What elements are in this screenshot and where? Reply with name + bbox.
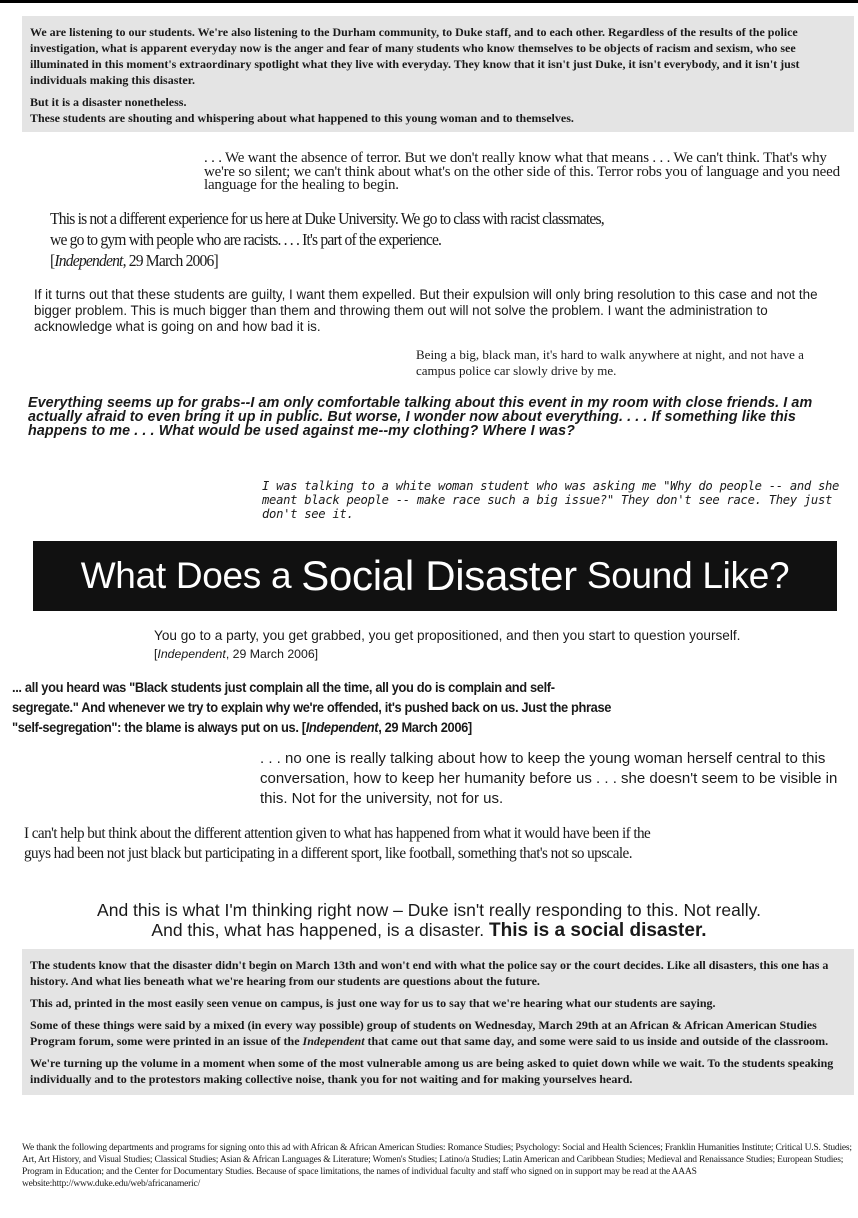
bottom-box: [22, 949, 854, 1095]
bottom-source: Independent: [302, 1034, 365, 1048]
closing-line: And this is what I'm thinking right now – Duke isn't really responding to this. Not really.: [97, 900, 761, 920]
intro-paragraph: We are listening to our students. We're also listening to the Durham community, to Duke staff, and to each other. Regardless of the results of the police investigation, what is apparent everyday now is the anger and fear of many students who know themselves to be objects of racism and sexism, who see illuminated in this moment's extraordinary spotlight what they live with everyday. They know that it isn't just Duke, it isn't everybody, and it isn't just individuals making this disaster.: [30, 25, 800, 87]
quote-racist-classmates: [50, 208, 676, 271]
quote-citation: [Independent, 29 March 2006]: [154, 647, 319, 661]
headline-part: What Does a: [80, 555, 292, 596]
headline-banner: [33, 541, 837, 611]
quote-police-car: Being a big, black man, it's hard to walk anywhere at night, and not have a campus police car slowly drive by me.: [416, 347, 804, 378]
bottom-paragraph: The students know that the disaster didn't begin on March 13th and won't end with what the police say or the court decides. Like all disasters, this one has a history. And what lies beneath what we're hearing from our students are questions about the future.: [30, 958, 829, 988]
citation-date: , 29 March 2006]: [225, 647, 319, 661]
closing-statement: [0, 900, 858, 941]
bottom-text: Some of these things were said by a mixed (in every way possible) group of students on Wednesday, March 29th at an African & African American Studies Program forum, some were printed in an issue of the: [30, 1018, 817, 1048]
bottom-paragraph: [30, 1017, 846, 1049]
headline-part: Social Disaster: [301, 552, 577, 599]
quote-terror: . . . We want the absence of terror. But we don't really know what that means . . . We can't think. That's why we're so silent; we can't think about what's on the other side of this. Terror robs you of language and you need language for the healing to begin.: [204, 150, 840, 193]
top-rule: [0, 0, 858, 3]
bottom-paragraph: This ad, printed in the most easily seen venue on campus, is just one way for us to say that we're hearing what our students are saying.: [30, 996, 716, 1010]
citation-date: , 29 March 2006]: [122, 251, 218, 270]
citation-date: , 29 March 2006]: [378, 719, 472, 735]
quote-young-woman: . . . no one is really talking about how to keep the young woman herself central to this conversation, how to keep her humanity before us . . . she doesn't seem to be visible in this. Not for the university, not for us.: [260, 750, 838, 807]
headline-part: Sound Like?: [586, 555, 790, 596]
closing-line: [0, 920, 858, 941]
intro-paragraph: But it is a disaster nonetheless.: [30, 95, 187, 109]
quote-citation: [Independent, 29 March 2006]: [50, 251, 218, 270]
citation-source: Independent: [54, 251, 123, 270]
closing-emphasis: This is a social disaster.: [489, 920, 707, 941]
intro-box: [22, 16, 854, 132]
bottom-text: that came out that same day, and some were said to us inside and outside of the classroom.: [367, 1034, 829, 1048]
quote-expelled: If it turns out that these students are guilty, I want them expelled. But their expulsion will only bring resolution to this case and not the bigger problem. This is much bigger than them and throwing them out will not solve the problem. I want the administration to acknowledge what is going on and how bad it is.: [34, 287, 818, 334]
quote-line: we go to gym with people who are racists. . . . It's part of the experience.: [50, 230, 442, 249]
quote-up-for-grabs: Everything seems up for grabs--I am only comfortable talking about this event in my room with close friends. I am actually afraid to even bring it up in public. But worse, I wonder now about everything. . . . If something like this happens to me . . . What would be used against me--my clothing? Where I was?: [28, 395, 813, 439]
quote-white-woman: I was talking to a white woman student who was asking me "Why do people -- and she meant black people -- make race such a big issue?" They don't see race. They just don't see it.: [262, 479, 840, 521]
closing-text: And this, what has happened, is a disaster.: [151, 920, 485, 940]
intro-paragraph: These students are shouting and whispering about what happened to this young woman and to themselves.: [30, 111, 574, 125]
bottom-paragraph: We're turning up the volume in a moment when some of the most vulnerable among us are being asked to quiet down while we wait. To the students speaking individually and to the protestors making collective noise, thank you for not waiting and for making yourselves heard.: [30, 1056, 834, 1086]
quote-text: ... all you heard was "Black students just complain all the time, all you do is complain and self-segregate." And whenever we try to explain why we're offended, it's pushed back on us. Just the phrase "self-segregation": the blame is always put on us.: [12, 679, 612, 735]
quote-line: This is not a different experience for us here at Duke University. We go to class with racist classmates,: [50, 209, 604, 228]
quote-party: [154, 627, 844, 663]
citation-source: Independent: [305, 719, 379, 735]
quote-self-segregate: ... all you heard was "Black students just complain all the time, all you do is complain and self-segregate." And whenever we try to explain why we're offended, it's pushed back on us. Just the phrase "self-segregation": the blame is always put on us. [Independent, 29 March 2006]: [12, 679, 612, 735]
quote-text: You go to a party, you get grabbed, you get propositioned, and then you start to question yourself.: [154, 628, 741, 643]
citation-source: Independent: [157, 647, 226, 661]
footer-acknowledgements: We thank the following departments and programs for signing onto this ad with African & African American Studies: Romance Studies; Psychology: Social and Health Sciences; Franklin Humanities Institute; Critical U.S. Studies; Art, Art History, and Visual Studies; Classical Studies; Asian & African Languages & Literature; Women's Studies; Latino/a Studies; Latin American and Caribbean Studies; Medieval and Renaissance Studies; European Studies; Program in Education; and the Center for Documentary Studies. Because of space limitations, the names of individual faculty and staff who signed on in support may be read at the AAAS website:http://www.duke.edu/web/africanameric/: [22, 1143, 852, 1189]
quote-football: I can't help but think about the different attention given to what has happened from what it would have been if the guys had been not just black but participating in a different sport, like football, something that's not so upscale.: [24, 825, 651, 862]
